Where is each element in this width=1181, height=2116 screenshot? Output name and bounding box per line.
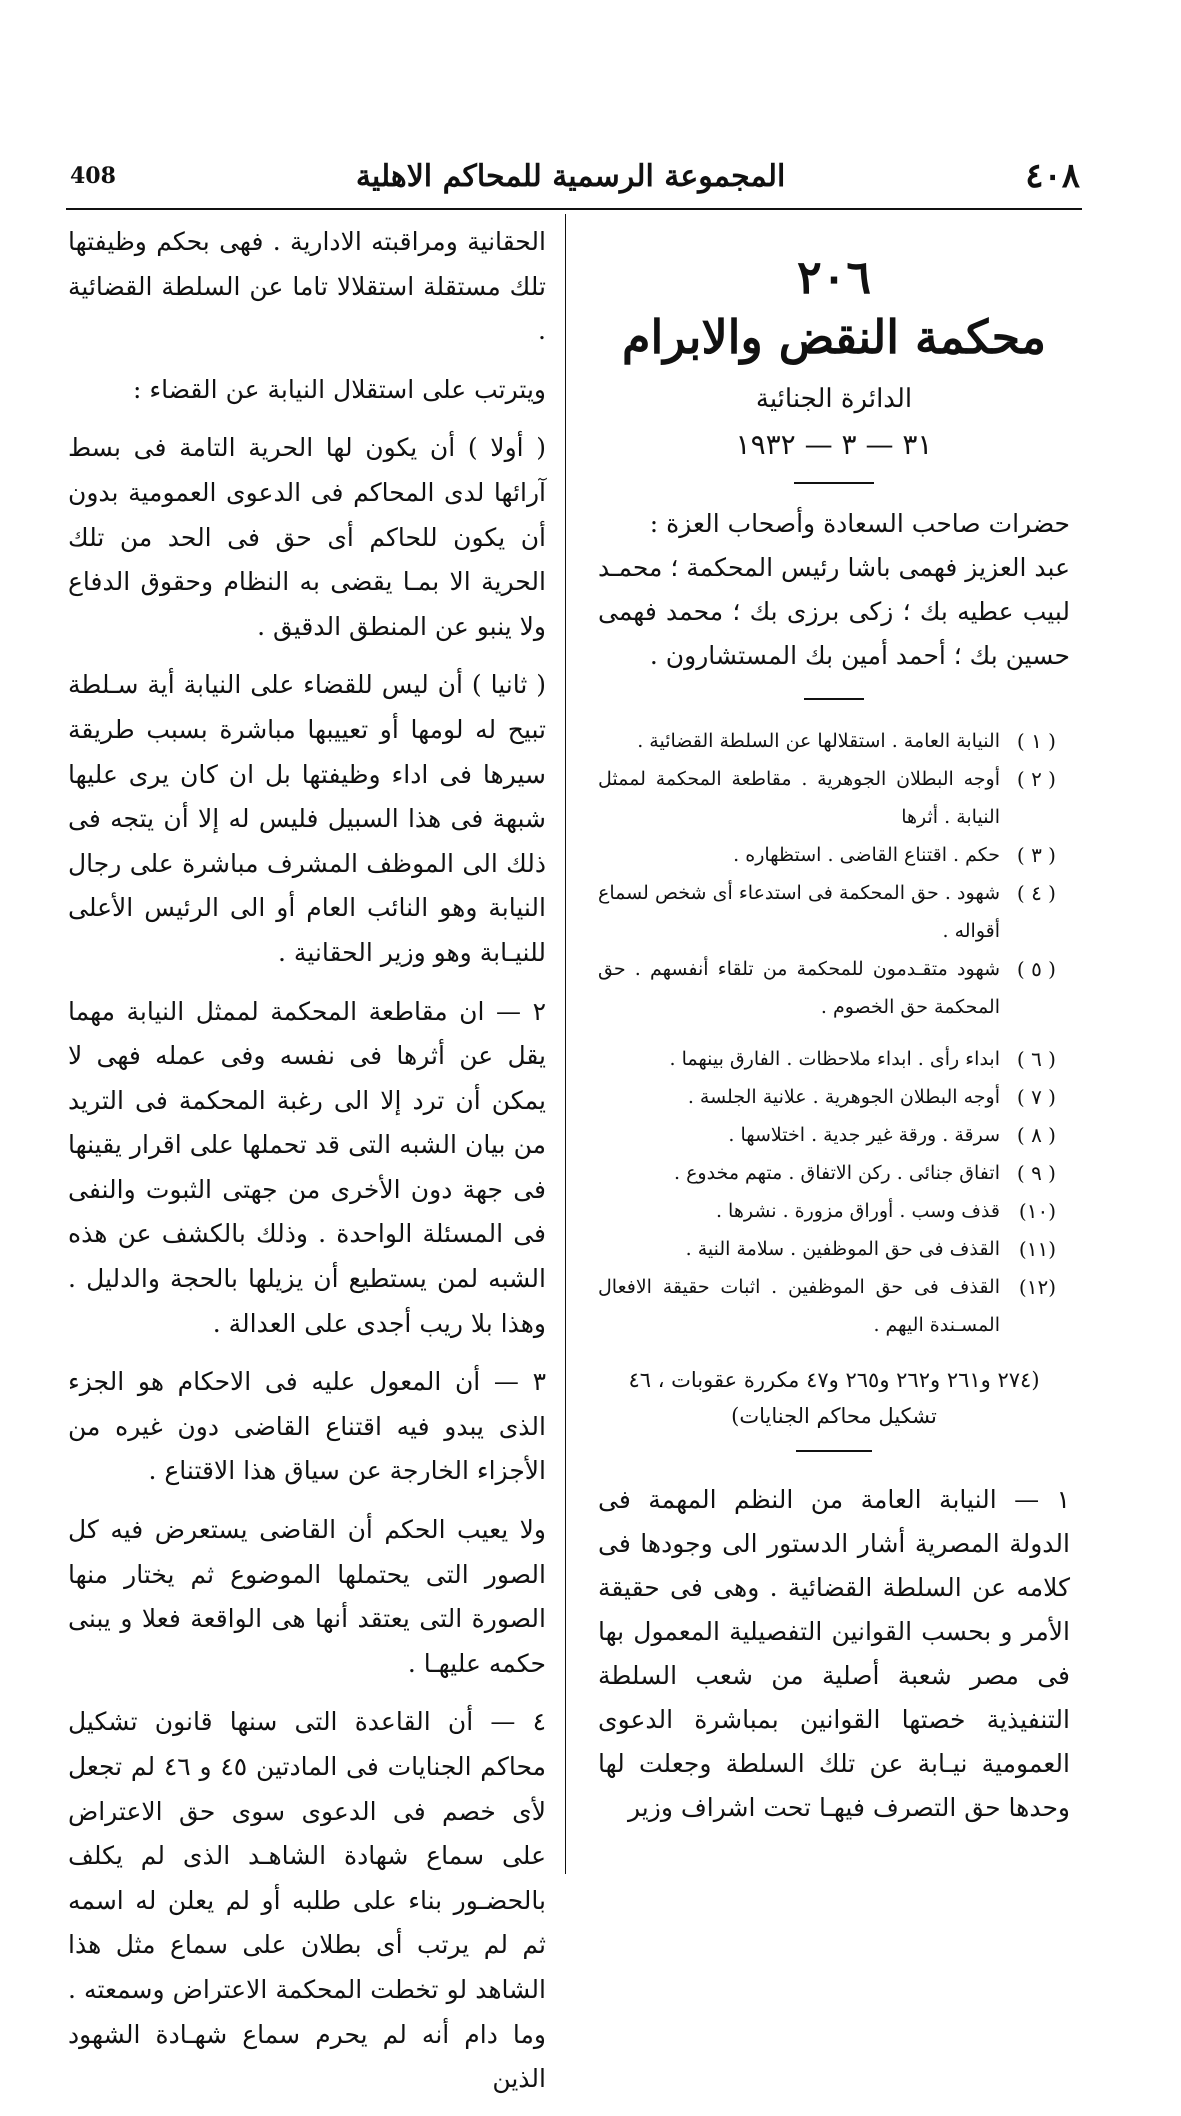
headnote-item bbox=[598, 1078, 1056, 1116]
section-rule bbox=[794, 482, 874, 484]
left-column bbox=[68, 220, 546, 2116]
headnote-number: (١١) bbox=[1018, 1237, 1056, 1261]
right-column bbox=[598, 230, 1070, 1830]
left-paragraph: ولا يعيب الحكم أن القاضى يستعرض فيه كل الصور التى يحتملها الموضوع ثم يختار منها الصورة التى يعتقد أنها هى الواقعة فعلا و يبنى حكمه عليهـا . bbox=[68, 1515, 546, 1678]
section-rule bbox=[796, 1450, 872, 1452]
headnote-text: القذف فى حق الموظفين . سلامة النية . bbox=[685, 1238, 1000, 1260]
panel-intro: حضرات صاحب السعادة وأصحاب العزة : bbox=[649, 509, 1070, 538]
headnote-text: النيابة العامة . استقلالها عن السلطة القضائية . bbox=[637, 730, 1000, 752]
headnote-number: ( ٢ ) bbox=[1016, 767, 1056, 791]
headnote-item bbox=[598, 1040, 1056, 1078]
headnotes-list bbox=[598, 722, 1070, 1344]
left-paragraph: ( ثانيا ) أن ليس للقضاء على النيابة أية سـلطة تبيح له لومها أو تعييبها مباشرة بسبب طريقة سيرها فى اداء وظيفتها بل ان كان يرى عليها شبهة فى هذا السبيل فليس له إلا أن يتجه فى ذلك الى الموظف المشرف مباشرة على رجال النيابة وهو النائب العام أو الى الرئيس الأعلى للنيـابة وهو وزير الحقانية . bbox=[68, 670, 546, 967]
headnote-text: سرقة . ورقة غير جدية . اختلاسها . bbox=[728, 1124, 1000, 1146]
headnote-text: قذف وسب . أوراق مزورة . نشرها . bbox=[715, 1200, 1000, 1222]
headnote-item bbox=[598, 1268, 1056, 1344]
headnote-item bbox=[598, 722, 1056, 760]
headnote-item bbox=[598, 836, 1056, 874]
headnote-text: أوجه البطلان الجوهرية . علانية الجلسة . bbox=[687, 1086, 1000, 1108]
headnote-number: ( ٧ ) bbox=[1016, 1085, 1056, 1109]
headnote-text: حكم . اقتناع القاضى . استظهاره . bbox=[733, 844, 1000, 866]
left-paragraph: ٢ — ان مقاطعة المحكمة لممثل النيابة مهما يقل عن أثرها فى نفسه وفى عمله فهى لا يمكن أن ترد إلا الى رغبة المحكمة فى التريد من بيان الشبه التى قد تحملها على اقرار يقينها فى جهة دون الأخرى من جهتى الثبوت والنفى فى المسئلة الواحدة . وذلك بالكشف عن هذه الشبه لمن يستطيع أن يزيلها بالحجة والدليل . وهذا بلا ريب أجدى على العدالة . bbox=[68, 996, 546, 1338]
headnote-text: أوجه البطلان الجوهرية . مقاطعة المحكمة لممثل النيابة . أثرها bbox=[598, 768, 1000, 828]
headnote-number: (١٠) bbox=[1018, 1199, 1056, 1223]
header-rule bbox=[66, 208, 1082, 210]
column-divider bbox=[565, 214, 566, 1874]
page-number-arabic: ٤٠٨ bbox=[1025, 156, 1080, 196]
headnote-item bbox=[598, 1154, 1056, 1192]
headnote-number: ( ٤ ) bbox=[1016, 881, 1056, 905]
headnote-number: ( ٣ ) bbox=[1016, 843, 1056, 867]
headnote-item bbox=[598, 1192, 1056, 1230]
section-rule bbox=[804, 698, 864, 700]
panel-members: عبد العزيز فهمى باشا رئيس المحكمة ؛ محمـد لبيب عطيه بك ؛ زكى برزى بك ؛ محمد فهمى حسين بك ؛ أحمد أمين بك المستشارون . bbox=[598, 553, 1070, 670]
circuit-name: الدائرة الجنائية bbox=[755, 384, 913, 414]
court-name: محكمة النقض والابرام bbox=[622, 310, 1046, 364]
left-paragraph: ويترتب على استقلال النيابة عن القضاء : bbox=[132, 374, 546, 404]
case-number: ٢٠٦ bbox=[796, 250, 872, 304]
headnote-text: شهود متقـدمون للمحكمة من تلقاء أنفسهم . حق المحكمة حق الخصوم . bbox=[598, 958, 1000, 1018]
headnote-number: ( ٦ ) bbox=[1016, 1047, 1056, 1071]
headnote-item bbox=[598, 1230, 1056, 1268]
left-paragraph: الحقانية ومراقبته الادارية . فهى بحكم وظيفتها تلك مستقلة استقلالا تاما عن السلطة القضائية . bbox=[68, 227, 546, 346]
left-paragraph: ٤ — أن القاعدة التى سنها قانون تشكيل محاكم الجنايات فى المادتين ٤٥ و ٤٦ لم تجعل لأى خصم فى الدعوى سوى حق الاعتراض على سماع شهادة الشاهـد الذى لم يكلف بالحضـور بناء على طلبه أو لم يعلن له اسمه ثم لم يرتب أى بطلان على سماع مثل هذا الشاهد لو تخطت المحكمة الاعتراض وسمعته . وما دام أنه لم يحرم سماع شهـادة الشهود الذين bbox=[68, 1707, 546, 2094]
headnote-number: ( ٩ ) bbox=[1016, 1161, 1056, 1185]
headnote-text: شهود . حق المحكمة فى استدعاء أى شخص لسماع أقواله . bbox=[598, 882, 1000, 942]
headnote-number: ( ٥ ) bbox=[1016, 957, 1056, 981]
page-number-latin: 408 bbox=[70, 163, 116, 189]
headnote-number: ( ١ ) bbox=[1016, 729, 1056, 753]
headnote-item bbox=[598, 760, 1056, 836]
left-paragraph: ٣ — أن المعول عليه فى الاحكام هو الجزء الذى يبدو فيه اقتناع القاضى دون غيره من الأجزاء الخارجة عن سياق هذا الاقتناع . bbox=[68, 1367, 546, 1486]
headnote-item bbox=[598, 1116, 1056, 1154]
page-header bbox=[70, 150, 1080, 202]
headnote-item bbox=[598, 874, 1056, 950]
left-paragraph: ( أولا ) أن يكون لها الحرية التامة فى بسط آرائها لدى المحاكم فى الدعوى العمومية بدون أن يكون للحاكم أى حق فى الحد من تلك الحرية الا بمـا يقضى به النظام وحقوق الدفاع ولا ينبو عن المنطق الدقيق . bbox=[68, 433, 546, 641]
statute-references: (٢٧٤ و٢٦١ و٢٦٢ و٢٦٥ و٤٧ مكررة عقوبات ، ٤٦ تشكيل محاكم الجنايات) bbox=[628, 1368, 1040, 1428]
headnote-text: القذف فى حق الموظفين . اثبات حقيقة الافعال المسـندة اليهم . bbox=[598, 1276, 1000, 1336]
body-paragraph-1: ١ — النيابة العامة من النظم المهمة فى الدولة المصرية أشار الدستور الى وجودها فى كلامه عن السلطة القضائية . وهى فى حقيقة الأمر و بحسب القوانين التفصيلية المعمول بها فى مصر شعبة أصلية من شعب السلطة التنفيذية خصتها القوانين بمباشرة الدعوى العمومية نيـابة عن تلك السلطة وجعلت لها وحدها حق التصرف فيهـا تحت اشراف وزير bbox=[598, 1485, 1070, 1822]
session-date: ٣١ — ٣ — ١٩٣٢ bbox=[735, 428, 933, 461]
journal-title: المجموعة الرسمية للمحاكم الاهلية bbox=[355, 158, 786, 194]
headnote-number: (١٢) bbox=[1018, 1275, 1056, 1299]
headnote-text: اتفاق جنائى . ركن الاتفاق . متهم مخدوع . bbox=[673, 1162, 1000, 1184]
headnote-number: ( ٨ ) bbox=[1016, 1123, 1056, 1147]
headnote-text: ابداء رأى . ابداء ملاحظات . الفارق بينهما . bbox=[669, 1048, 1000, 1070]
headnote-item bbox=[598, 950, 1056, 1026]
